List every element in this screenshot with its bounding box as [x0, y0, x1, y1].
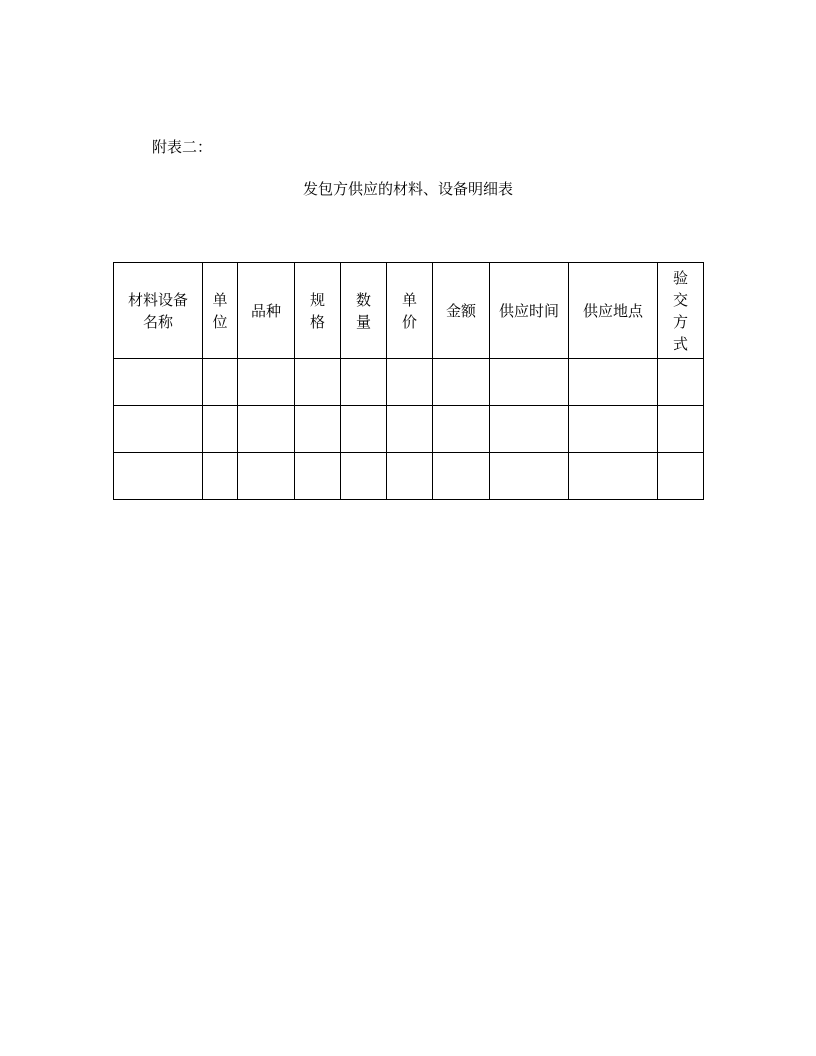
- column-header-label: 验交方式: [672, 268, 688, 353]
- column-header-label: 供应时间: [498, 301, 559, 320]
- table-row: [114, 453, 704, 500]
- column-header-label: 单价: [401, 290, 417, 331]
- table-row: [114, 359, 704, 406]
- table-cell: [295, 453, 341, 500]
- table-header-row: [114, 263, 704, 359]
- table-cell: [490, 406, 569, 453]
- table-cell: [433, 359, 490, 406]
- table-cell: [114, 406, 203, 453]
- table-cell: [341, 359, 387, 406]
- table-cell: [203, 406, 238, 453]
- column-header: [114, 263, 203, 359]
- table-cell: [238, 406, 295, 453]
- column-header-label: 品种: [250, 301, 281, 320]
- column-header-label: 供应地点: [582, 301, 643, 320]
- column-header: [490, 263, 569, 359]
- table-cell: [387, 453, 433, 500]
- table-cell: [295, 359, 341, 406]
- table-cell: [387, 406, 433, 453]
- table-cell: [295, 406, 341, 453]
- table-cell: [490, 453, 569, 500]
- column-header: [203, 263, 238, 359]
- table-cell: [658, 406, 704, 453]
- column-header-label: 金额: [445, 301, 476, 320]
- table-cell: [238, 453, 295, 500]
- table-cell: [341, 406, 387, 453]
- table-cell: [569, 453, 658, 500]
- table-cell: [114, 359, 203, 406]
- column-header: [295, 263, 341, 359]
- table-cell: [387, 359, 433, 406]
- column-header-label: 数量: [355, 290, 371, 331]
- table-cell: [341, 453, 387, 500]
- table-cell: [203, 359, 238, 406]
- document-title: 发包方供应的材料、设备明细表: [302, 180, 513, 198]
- column-header: [341, 263, 387, 359]
- table-cell: [569, 406, 658, 453]
- column-header-label: 规格: [309, 290, 325, 331]
- table-cell: [203, 453, 238, 500]
- column-header-label: 材料设备 名称: [127, 290, 188, 331]
- column-header-label: 单位: [212, 290, 228, 331]
- table-cell: [433, 453, 490, 500]
- column-header: [569, 263, 658, 359]
- table-cell: [238, 359, 295, 406]
- table-row: [114, 406, 704, 453]
- materials-equipment-table: [113, 262, 704, 500]
- column-header: [238, 263, 295, 359]
- column-header: [433, 263, 490, 359]
- appendix-label: 附表二：: [152, 138, 213, 156]
- column-header: [658, 263, 704, 359]
- column-header: [387, 263, 433, 359]
- table-cell: [569, 359, 658, 406]
- table-cell: [433, 406, 490, 453]
- table-cell: [490, 359, 569, 406]
- table-cell: [658, 453, 704, 500]
- table-cell: [658, 359, 704, 406]
- table-cell: [114, 453, 203, 500]
